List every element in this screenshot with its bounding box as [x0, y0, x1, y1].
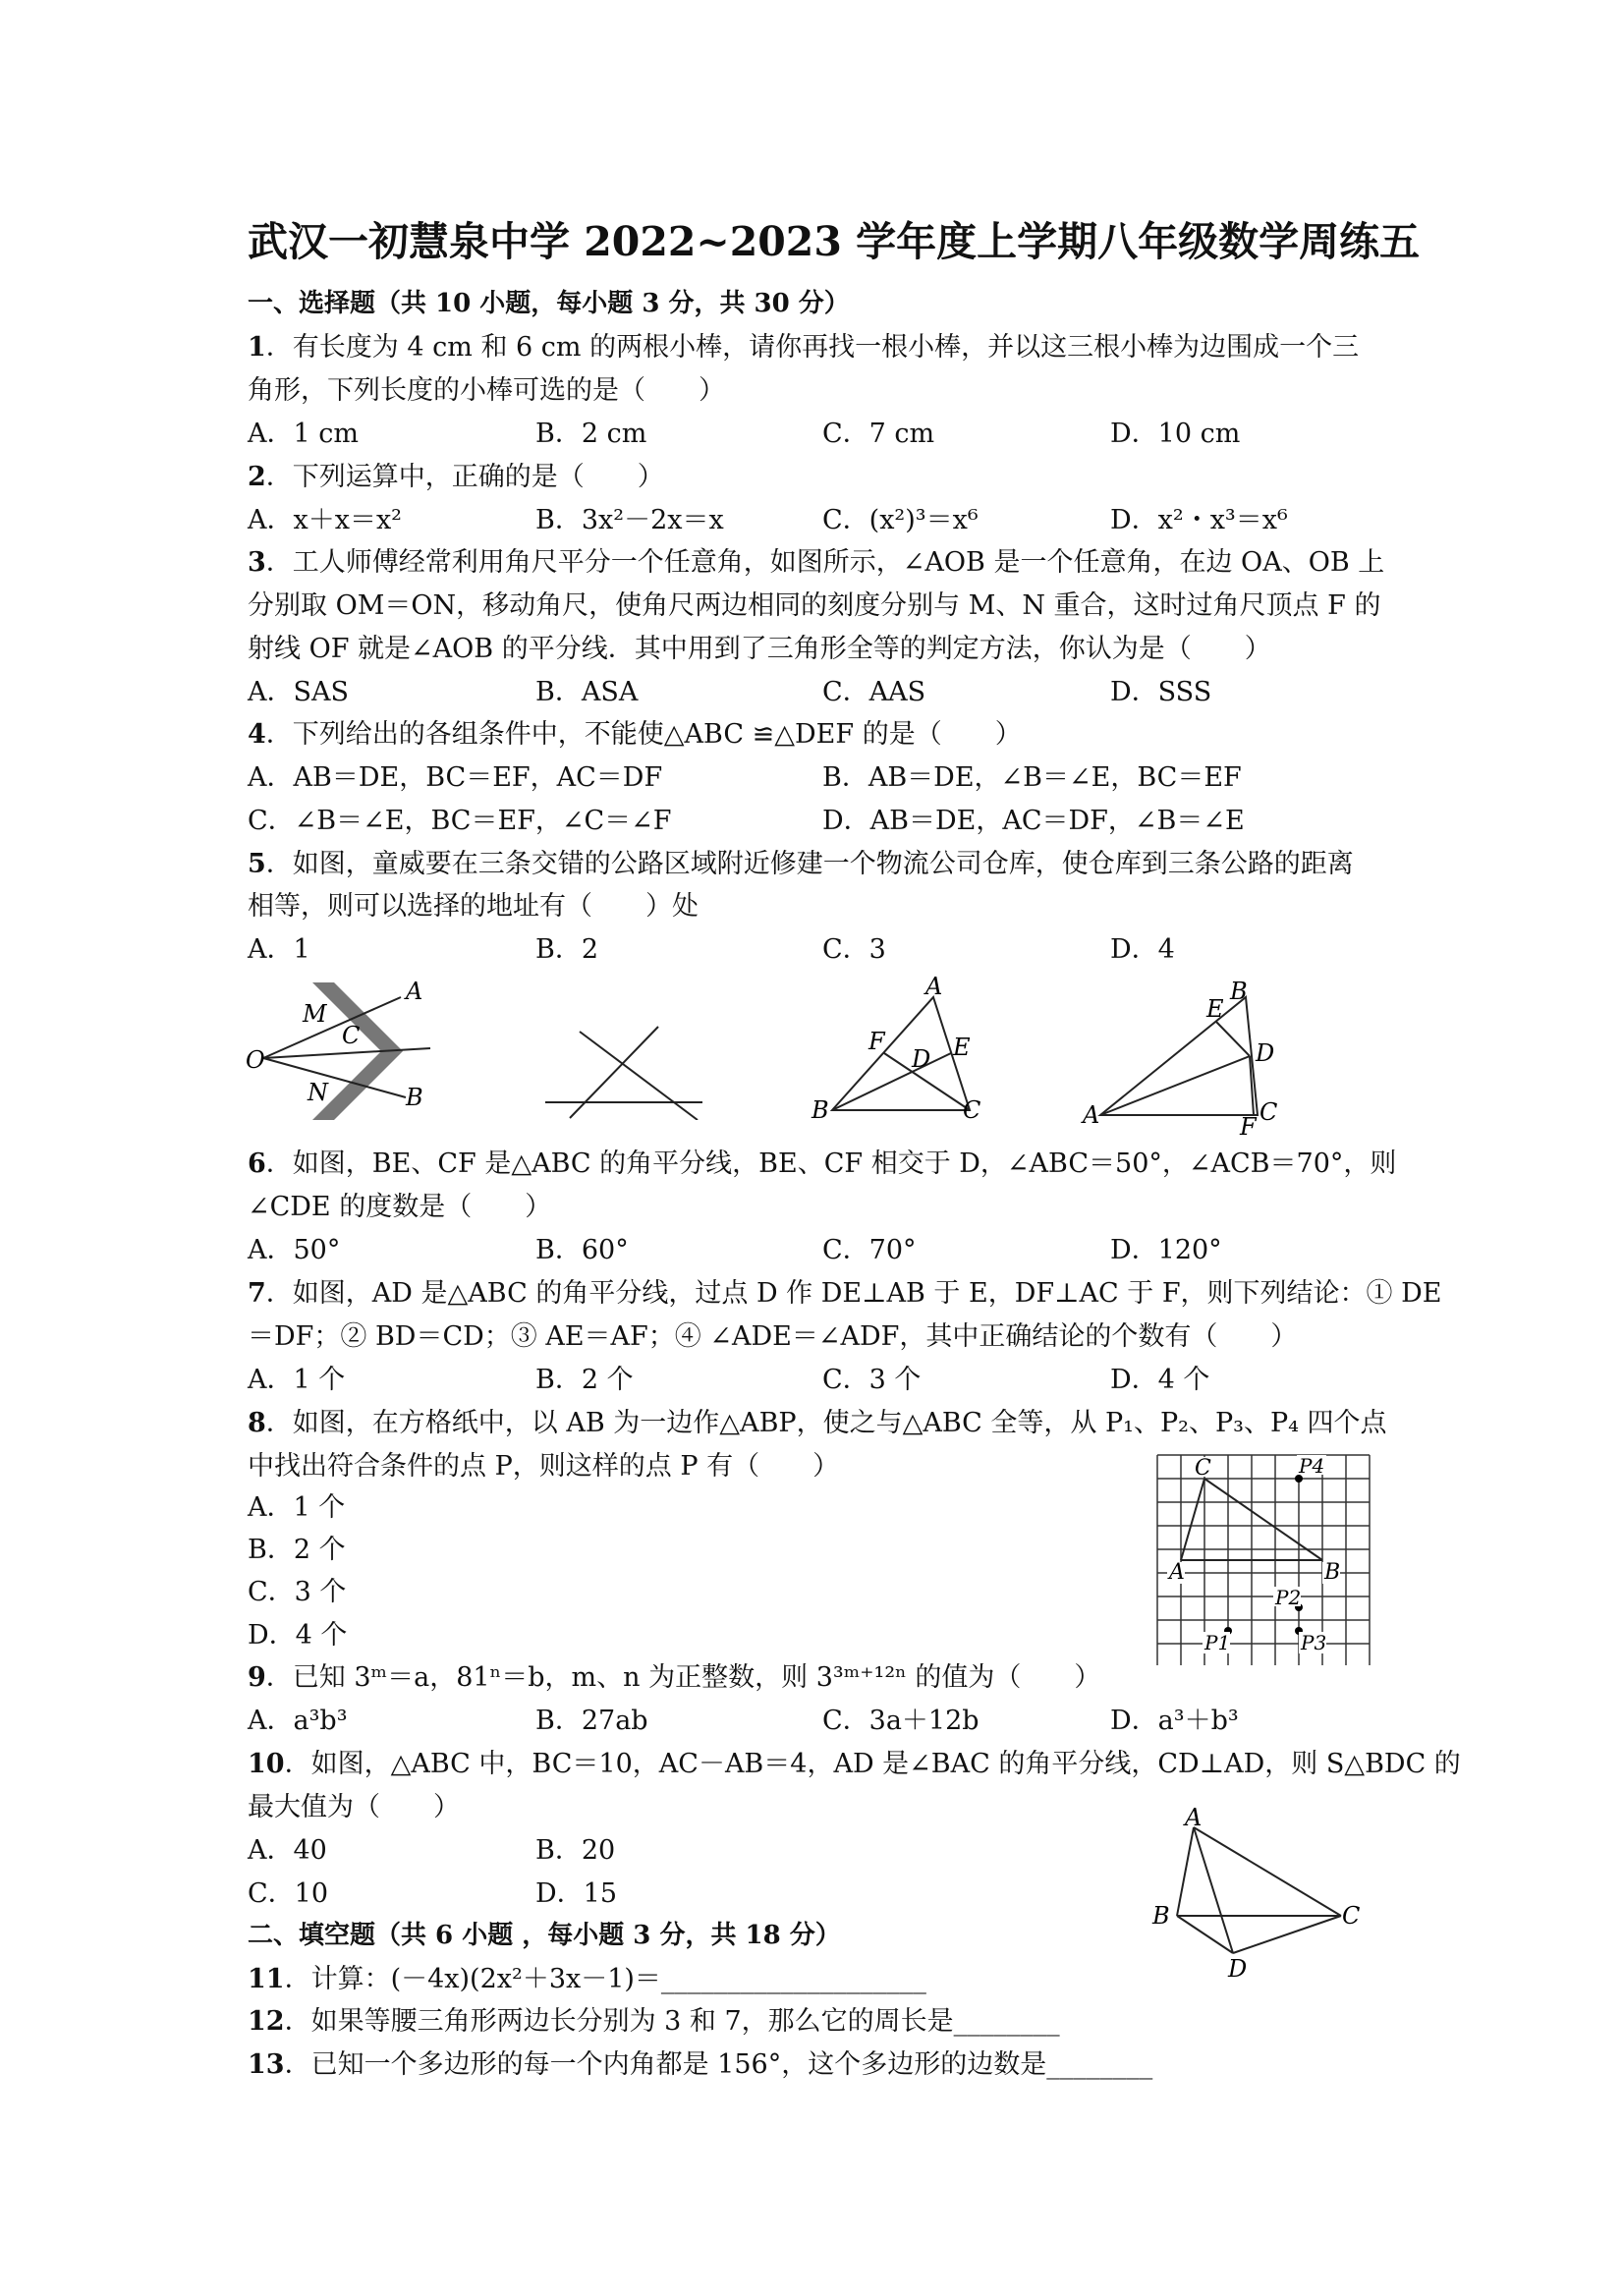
q8-option-c: C．3 个: [248, 1577, 347, 1607]
question-7-line2: ＝DF；② BD＝CD；③ AE＝AF；④ ∠ADE＝∠ADF，其中正确结论的个数有（ ）: [248, 1321, 1298, 1352]
question-7: 7．如图，AD 是△ABC 的角平分线，过点 D 作 DE⊥AB 于 E，DF⊥AC 于 F，则下列结论：① DE: [248, 1278, 1442, 1309]
question-2: 2．下列运算中，正确的是（ ）: [248, 462, 664, 492]
q6-option-c: C．70°: [822, 1235, 917, 1265]
label-A: A: [1169, 1560, 1185, 1585]
q8-option-d: D．4 个: [248, 1620, 348, 1651]
q10-option-b: B．20: [535, 1835, 616, 1866]
label-D: D: [1256, 1039, 1275, 1067]
question-6: 6．如图，BE、CF 是△ABC 的角平分线，BE、CF 相交于 D，∠ABC＝50°，∠ACB＝70°，则: [248, 1148, 1397, 1179]
label-C: C: [1259, 1098, 1278, 1126]
q5-option-b: B．2: [535, 934, 599, 965]
label-P4: P4: [1299, 1454, 1325, 1478]
q6-option-a: A．50°: [248, 1235, 341, 1265]
label-A: A: [1083, 1101, 1100, 1129]
label-A: A: [406, 978, 423, 1005]
figure-q7-triangle: [1081, 978, 1297, 1145]
question-3-line3: 射线 OF 就是∠AOB 的平分线．其中用到了三角形全等的判定方法，你认为是（ ）: [248, 634, 1271, 664]
question-1: 1．有长度为 4 cm 和 6 cm 的两根小棒，请你再找一根小棒，并以这三根小棒为边围成一个三: [248, 332, 1360, 363]
q10-option-d: D．15: [535, 1878, 618, 1909]
q7-option-a: A．1 个: [248, 1365, 346, 1395]
q4-option-b: B．AB＝DE，∠B＝∠E，BC＝EF: [822, 762, 1242, 793]
q3-option-c: C．AAS: [822, 677, 926, 707]
question-8-line2: 中找出符合条件的点 P，则这样的点 P 有（ ）: [248, 1451, 840, 1482]
q7-option-c: C．3 个: [822, 1365, 922, 1395]
q5-option-c: C．3: [822, 934, 886, 965]
question-6-line2: ∠CDE 的度数是（ ）: [248, 1192, 552, 1222]
label-F: F: [1240, 1113, 1257, 1141]
q2-option-d: D．x²・x³＝x⁶: [1110, 505, 1288, 535]
figure-q8-grid: [1149, 1449, 1385, 1665]
label-B: B: [1324, 1560, 1341, 1585]
q9-option-d: D．a³＋b³: [1110, 1706, 1239, 1736]
question-11: 11．计算：(－4x)(2x²＋3x－1)＝____________________: [248, 1964, 926, 1994]
label-C: C: [1195, 1456, 1211, 1481]
question-8: 8．如图，在方格纸中，以 AB 为一边作△ABP，使之与△ABC 全等，从 P₁、P₂、P₃、P₄ 四个点: [248, 1408, 1387, 1438]
label-O: O: [246, 1046, 265, 1074]
q1-option-b: B．2 cm: [535, 419, 647, 449]
label-M: M: [303, 1000, 327, 1028]
q4-option-d: D．AB＝DE，AC＝DF，∠B＝∠E: [822, 806, 1245, 836]
label-C: C: [1342, 1902, 1361, 1930]
section-heading-choice: 一、选择题（共 10 小题，每小题 3 分，共 30 分）: [248, 289, 850, 318]
q1-option-c: C．7 cm: [822, 419, 935, 449]
q4-option-a: A．AB＝DE，BC＝EF，AC＝DF: [248, 762, 663, 793]
question-4: 4．下列给出的各组条件中，不能使△ABC ≌△DEF 的是（ ）: [248, 719, 1022, 750]
question-1-line2: 角形，下列长度的小棒可选的是（ ）: [248, 375, 725, 406]
question-3: 3．工人师傅经常利用角尺平分一个任意角，如图所示，∠AOB 是一个任意角，在边 OA、OB 上: [248, 547, 1385, 578]
figure-q10-triangle: [1149, 1808, 1375, 1985]
q10-option-a: A．40: [248, 1835, 327, 1866]
section-heading-fill: 二、填空题（共 6 小题 ，每小题 3 分，共 18 分）: [248, 1921, 841, 1950]
q1-option-a: A．1 cm: [248, 419, 359, 449]
q6-option-b: B．60°: [535, 1235, 629, 1265]
label-F: F: [868, 1028, 885, 1055]
q3-option-d: D．SSS: [1110, 677, 1212, 707]
question-10-line2: 最大值为（ ）: [248, 1792, 460, 1822]
q3-option-b: B．ASA: [535, 677, 639, 707]
label-E: E: [1206, 995, 1224, 1023]
question-13: 13．已知一个多边形的每一个内角都是 156°，这个多边形的边数是________: [248, 2049, 1153, 2080]
label-E: E: [953, 1034, 971, 1061]
label-P2: P2: [1275, 1586, 1302, 1609]
question-10: 10．如图，△ABC 中，BC＝10，AC－AB＝4，AD 是∠BAC 的角平分线，CD⊥AD，则 S△BDC 的: [248, 1749, 1461, 1779]
q4-option-c: C．∠B＝∠E，BC＝EF，∠C＝∠F: [248, 806, 672, 836]
label-P3: P3: [1301, 1631, 1327, 1654]
label-D: D: [912, 1045, 931, 1073]
q2-option-b: B．3x²－2x＝x: [535, 505, 724, 535]
page-title: 武汉一初慧泉中学 2022~2023 学年度上学期八年级数学周练五: [248, 218, 1421, 265]
label-A: A: [925, 973, 943, 1000]
figure-q6-triangle: [808, 973, 994, 1130]
question-5-line2: 相等，则可以选择的地址有（ ）处: [248, 891, 699, 922]
label-C: C: [963, 1096, 981, 1124]
q5-option-a: A．1: [248, 934, 310, 965]
q5-option-d: D．4: [1110, 934, 1175, 965]
label-P1: P1: [1204, 1631, 1231, 1654]
question-12: 12．如果等腰三角形两边长分别为 3 和 7，那么它的周长是________: [248, 2006, 1060, 2037]
q7-option-b: B．2 个: [535, 1365, 634, 1395]
question-3-line2: 分别取 OM＝ON，移动角尺，使角尺两边相同的刻度分别与 M、N 重合，这时过角尺顶点 F 的: [248, 590, 1381, 621]
q8-option-a: A．1 个: [248, 1492, 346, 1523]
q3-option-a: A．SAS: [248, 677, 349, 707]
label-C: C: [342, 1022, 361, 1049]
label-N: N: [308, 1079, 328, 1106]
label-D: D: [1228, 1955, 1248, 1983]
figure-three-roads: [540, 1022, 707, 1120]
q9-option-a: A．a³b³: [248, 1706, 348, 1736]
figure-angle-ruler: [244, 978, 440, 1125]
q2-option-a: A．x＋x＝x²: [248, 505, 403, 535]
q9-option-b: B．27ab: [535, 1706, 648, 1736]
q6-option-d: D．120°: [1110, 1235, 1222, 1265]
label-B: B: [406, 1084, 423, 1111]
q1-option-d: D．10 cm: [1110, 419, 1241, 449]
label-B: B: [812, 1096, 829, 1124]
q9-option-c: C．3a＋12b: [822, 1706, 979, 1736]
q8-option-b: B．2 个: [248, 1535, 346, 1565]
q2-option-c: C．(x²)³＝x⁶: [822, 505, 979, 535]
q7-option-d: D．4 个: [1110, 1365, 1210, 1395]
label-B: B: [1152, 1902, 1170, 1930]
question-9: 9．已知 3ᵐ＝a，81ⁿ＝b，m、n 为正整数，则 3³ᵐ⁺¹²ⁿ 的值为（ ）: [248, 1662, 1101, 1693]
q10-option-c: C．10: [248, 1878, 329, 1909]
question-5: 5．如图，童威要在三条交错的公路区域附近修建一个物流公司仓库，使仓库到三条公路的距离: [248, 849, 1354, 879]
label-B: B: [1230, 978, 1248, 1005]
label-A: A: [1185, 1808, 1203, 1831]
